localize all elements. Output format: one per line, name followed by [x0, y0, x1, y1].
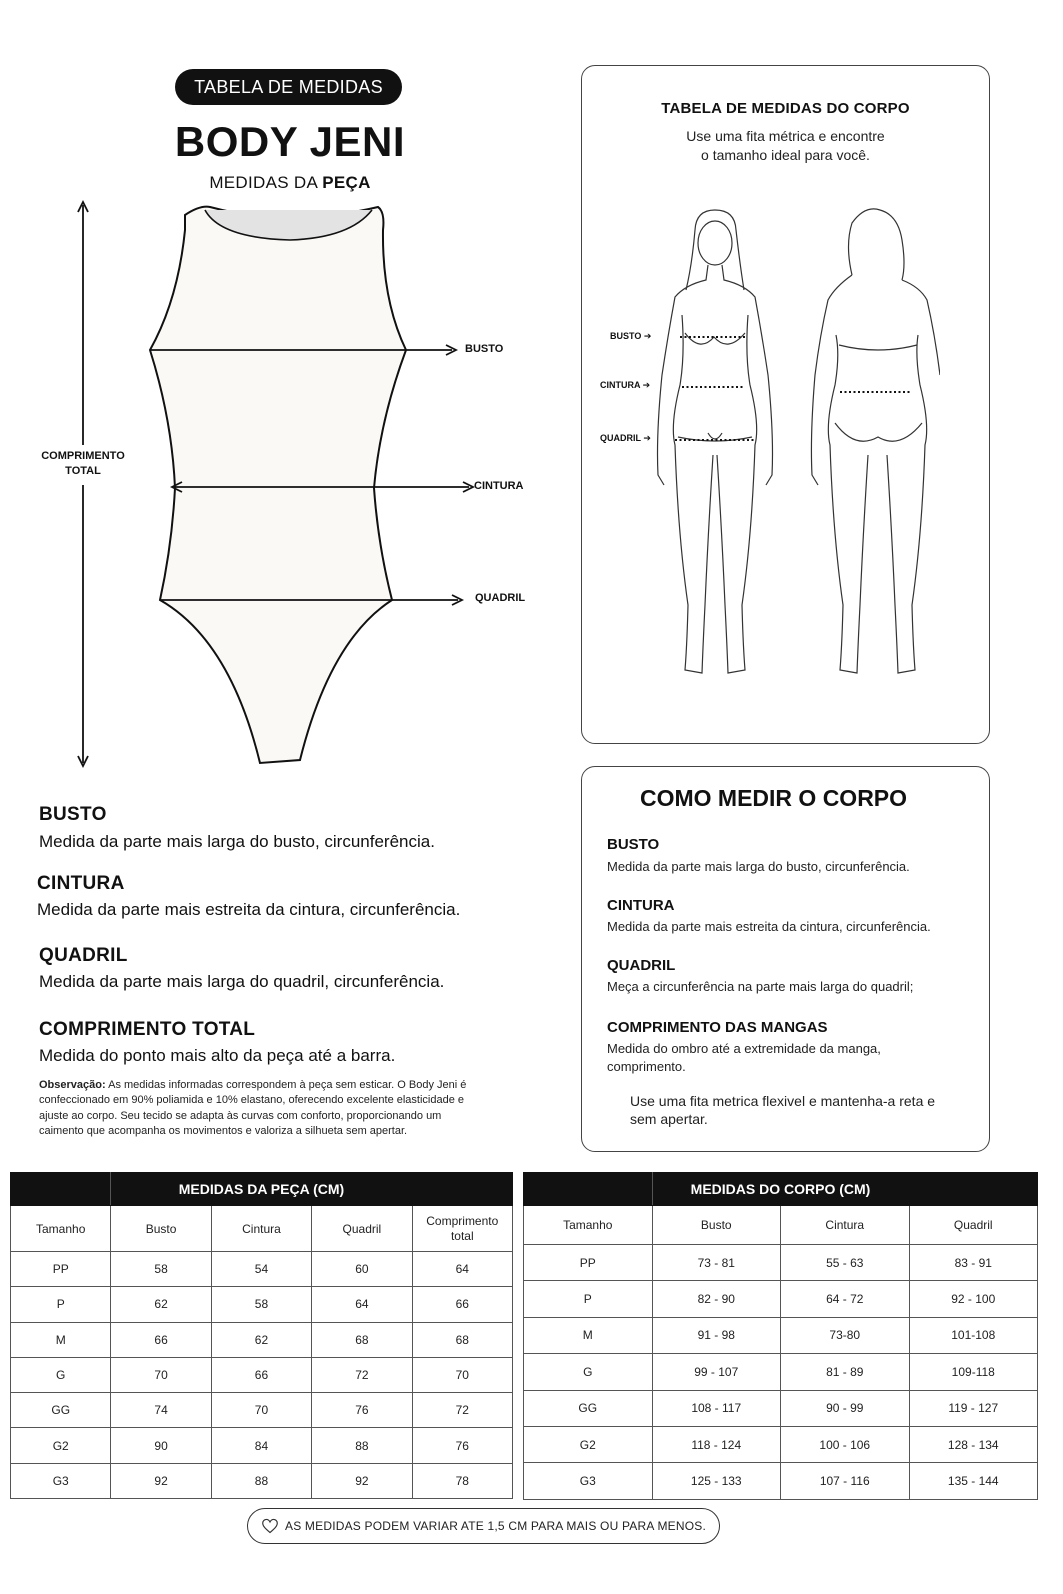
- piece_table-row: [11, 1252, 513, 1287]
- body-label-busto-text: BUSTO: [610, 331, 642, 341]
- desc-comprimento-heading: COMPRIMENTO TOTAL: [39, 1019, 256, 1040]
- how-to-tip: Use uma fita metrica flexivel e mantenha-a reta e sem apertar.: [630, 1093, 936, 1127]
- front-figure: [658, 210, 773, 673]
- footer-note: [247, 1508, 720, 1544]
- desc-cintura-text: Medida da parte mais estreita da cintura, circunferência.: [37, 900, 461, 919]
- body_table-cell: 135 - 144: [909, 1463, 1038, 1499]
- how-to-mangas-text: Medida do ombro até a extremidade da manga, comprimento.: [607, 1041, 881, 1074]
- garment-label-quadril: QUADRIL: [475, 592, 526, 604]
- body-label-cintura: CINTURA ➔: [600, 380, 651, 390]
- body-col-tamanho: Tamanho: [524, 1206, 653, 1245]
- piece_table-cell: G: [11, 1357, 111, 1392]
- how-to-cintura-heading: CINTURA: [607, 897, 675, 914]
- body_table-cell: 118 - 124: [652, 1426, 781, 1462]
- piece_table-cell: 68: [412, 1322, 512, 1357]
- comprimento-line-2: TOTAL: [65, 465, 101, 477]
- body_table-cell: 128 - 134: [909, 1426, 1038, 1462]
- body_table-cell: PP: [524, 1245, 653, 1281]
- piece_table-row: [11, 1393, 513, 1428]
- piece-col-tamanho: Tamanho: [11, 1206, 111, 1252]
- how-to-mangas-heading: COMPRIMENTO DAS MANGAS: [607, 1019, 828, 1036]
- body_table-cell: P: [524, 1281, 653, 1317]
- observation-note: [39, 1078, 479, 1140]
- body_table-cell: 107 - 116: [781, 1463, 910, 1499]
- piece_table-cell: 58: [211, 1287, 311, 1322]
- body_table-cell: 92 - 100: [909, 1281, 1038, 1317]
- piece-col-comprimento: Comprimento total: [412, 1206, 512, 1252]
- piece_table-cell: 62: [211, 1322, 311, 1357]
- piece_table-row: [11, 1428, 513, 1463]
- piece_table-cell: 88: [211, 1463, 311, 1498]
- piece_table-cell: 64: [412, 1252, 512, 1287]
- piece_table-cell: P: [11, 1287, 111, 1322]
- desc-cintura-heading: CINTURA: [37, 873, 125, 894]
- piece_table-cell: 92: [111, 1463, 211, 1498]
- body-panel-subtitle-2: o tamanho ideal para você.: [701, 147, 870, 163]
- how-to-quadril-text: Meça a circunferência na parte mais larga do quadril;: [607, 979, 914, 994]
- body_table-cell: 90 - 99: [781, 1390, 910, 1426]
- piece_table-cell: G3: [11, 1463, 111, 1498]
- body-label-busto: BUSTO ➔: [610, 331, 652, 341]
- footer-text: AS MEDIDAS PODEM VARIAR ATE 1,5 CM PARA MAIS OU PARA MENOS.: [284, 1519, 706, 1533]
- piece_table-cell: 70: [412, 1357, 512, 1392]
- observation-label: Observação:: [39, 1079, 106, 1091]
- piece_table-row: [11, 1287, 513, 1322]
- body-table-head-blank-right: [909, 1173, 1038, 1206]
- piece_table-cell: 54: [211, 1252, 311, 1287]
- how-to-title: COMO MEDIR O CORPO: [639, 785, 908, 811]
- body_table-cell: 64 - 72: [781, 1281, 910, 1317]
- body_table-cell: G2: [524, 1426, 653, 1462]
- body_table-cell: GG: [524, 1390, 653, 1426]
- comprimento-line-1: COMPRIMENTO: [41, 450, 125, 462]
- body_table-row: [524, 1463, 1038, 1499]
- piece_table-row: [11, 1322, 513, 1357]
- body_table-cell: 81 - 89: [781, 1354, 910, 1390]
- piece_table-cell: 66: [412, 1287, 512, 1322]
- piece_table-cell: 60: [312, 1252, 412, 1287]
- body-figure-illustration: [640, 205, 940, 685]
- piece_table-cell: 66: [111, 1322, 211, 1357]
- piece_table-cell: 70: [211, 1393, 311, 1428]
- subtitle-bold: PEÇA: [322, 173, 371, 192]
- body_table-row: [524, 1354, 1038, 1390]
- body_table-cell: 109-118: [909, 1354, 1038, 1390]
- body_table-cell: 100 - 106: [781, 1426, 910, 1462]
- body_table-cell: M: [524, 1317, 653, 1353]
- garment-diagram: [0, 0, 560, 790]
- body_table-cell: 125 - 133: [652, 1463, 781, 1499]
- piece-table-title: MEDIDAS DA PEÇA (CM): [111, 1173, 412, 1206]
- piece_table-cell: 72: [312, 1357, 412, 1392]
- how-to-busto-text: Medida da parte mais larga do busto, circunferência.: [607, 859, 910, 874]
- piece_table-row: [11, 1357, 513, 1392]
- desc-busto-text: Medida da parte mais larga do busto, circunferência.: [39, 832, 435, 851]
- piece_table-cell: 66: [211, 1357, 311, 1392]
- desc-quadril-text: Medida da parte mais larga do quadril, circunferência.: [39, 972, 445, 991]
- piece_table-cell: 70: [111, 1357, 211, 1392]
- piece-table-head-blank-right: [412, 1173, 512, 1206]
- piece_table-cell: 76: [412, 1428, 512, 1463]
- piece_table-cell: GG: [11, 1393, 111, 1428]
- desc-busto-heading: BUSTO: [39, 804, 107, 825]
- piece_table-cell: G2: [11, 1428, 111, 1463]
- piece_table-cell: 64: [312, 1287, 412, 1322]
- body_table-row: [524, 1281, 1038, 1317]
- body-measurements-table: [523, 1172, 1038, 1500]
- body_table-cell: G3: [524, 1463, 653, 1499]
- body_table-cell: 119 - 127: [909, 1390, 1038, 1426]
- subtitle-prefix: MEDIDAS DA: [209, 173, 323, 192]
- piece_table-cell: 88: [312, 1428, 412, 1463]
- piece_table-cell: 90: [111, 1428, 211, 1463]
- desc-comprimento-text: Medida do ponto mais alto da peça até a barra.: [39, 1046, 396, 1065]
- body_table-cell: 83 - 91: [909, 1245, 1038, 1281]
- piece_table-cell: PP: [11, 1252, 111, 1287]
- body_table-row: [524, 1245, 1038, 1281]
- piece_table-cell: 62: [111, 1287, 211, 1322]
- piece_table-cell: 76: [312, 1393, 412, 1428]
- how-to-cintura-text: Medida da parte mais estreita da cintura, circunferência.: [607, 919, 931, 934]
- body-label-quadril-text: QUADRIL: [600, 433, 641, 443]
- body-panel-title: TABELA DE MEDIDAS DO CORPO: [661, 100, 910, 117]
- heart-icon: [261, 1518, 279, 1534]
- body_table-cell: 55 - 63: [781, 1245, 910, 1281]
- body-panel-subtitle: [581, 127, 990, 165]
- piece_table-cell: 72: [412, 1393, 512, 1428]
- body-label-quadril: QUADRIL ➔: [600, 433, 651, 443]
- product-title: BODY JENI: [174, 118, 406, 165]
- piece_table-cell: 84: [211, 1428, 311, 1463]
- body-panel-subtitle-1: Use uma fita métrica e encontre: [686, 128, 885, 144]
- body-col-cintura: Cintura: [781, 1206, 910, 1245]
- body-table-title: MEDIDAS DO CORPO (CM): [652, 1173, 909, 1206]
- piece_table-cell: 74: [111, 1393, 211, 1428]
- how-to-quadril-heading: QUADRIL: [607, 957, 676, 974]
- observation-text: As medidas informadas correspondem à peça sem esticar. O Body Jeni é confeccionado em 90% poliamida e 10% elastano, oferecendo excelente elasticidade e ajuste ao corpo. Seu tecido se adapta às curvas com conforto, proporcionando um caimento que acompanha os movimentos e valoriza a silhueta sem apertar.: [39, 1079, 467, 1138]
- body_table-row: [524, 1390, 1038, 1426]
- body-col-busto: Busto: [652, 1206, 781, 1245]
- garment-label-busto: BUSTO: [465, 343, 504, 355]
- body_table-cell: 82 - 90: [652, 1281, 781, 1317]
- body_table-cell: 108 - 117: [652, 1390, 781, 1426]
- piece-col-busto: Busto: [111, 1206, 211, 1252]
- how-to-busto-heading: BUSTO: [607, 836, 660, 853]
- piece_table-cell: 92: [312, 1463, 412, 1498]
- garment-label-cintura: CINTURA: [474, 480, 524, 492]
- body_table-cell: 73-80: [781, 1317, 910, 1353]
- back-figure: [811, 209, 940, 673]
- piece-measurements-table: [10, 1172, 513, 1499]
- piece-col-cintura: Cintura: [211, 1206, 311, 1252]
- piece-col-quadril: Quadril: [312, 1206, 412, 1252]
- body_table-row: [524, 1317, 1038, 1353]
- desc-quadril-heading: QUADRIL: [39, 945, 128, 966]
- body-col-quadril: Quadril: [909, 1206, 1038, 1245]
- piece-table-head-blank-left: [11, 1173, 111, 1206]
- piece_table-cell: M: [11, 1322, 111, 1357]
- piece_table-cell: 58: [111, 1252, 211, 1287]
- body_table-cell: 91 - 98: [652, 1317, 781, 1353]
- body_table-cell: 101-108: [909, 1317, 1038, 1353]
- piece_table-row: [11, 1463, 513, 1498]
- body_table-cell: 73 - 81: [652, 1245, 781, 1281]
- body_table-row: [524, 1426, 1038, 1462]
- body_table-cell: G: [524, 1354, 653, 1390]
- garment-label-comprimento: [23, 449, 143, 479]
- piece_table-cell: 78: [412, 1463, 512, 1498]
- body_table-cell: 99 - 107: [652, 1354, 781, 1390]
- body-label-cintura-text: CINTURA: [600, 380, 641, 390]
- body-table-head-blank-left: [524, 1173, 653, 1206]
- piece_table-cell: 68: [312, 1322, 412, 1357]
- header-pill-label: TABELA DE MEDIDAS: [194, 76, 383, 97]
